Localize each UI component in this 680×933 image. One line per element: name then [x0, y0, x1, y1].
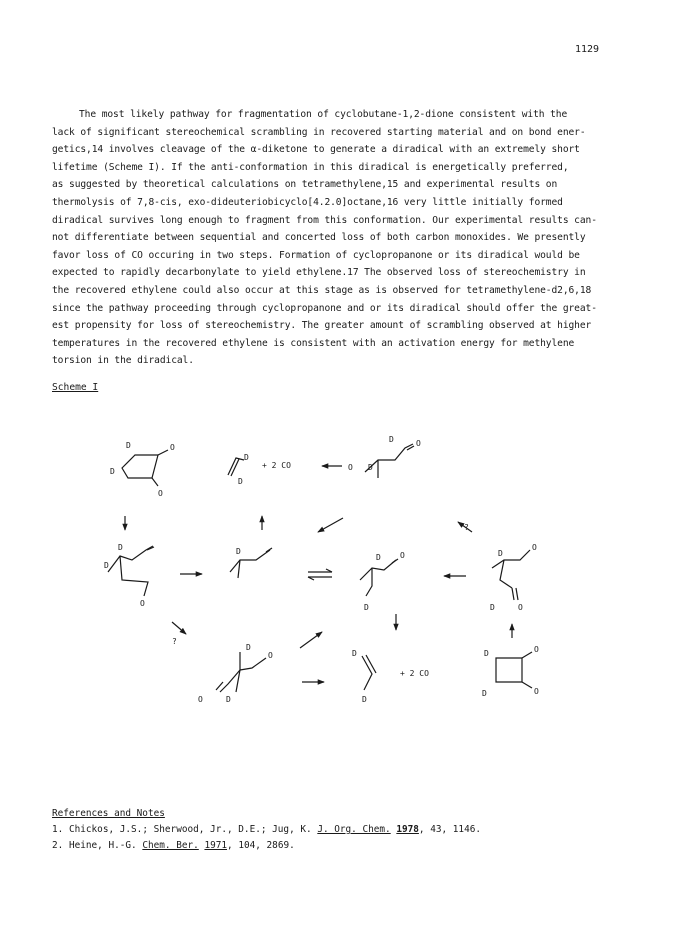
atom-label: D [236, 547, 241, 556]
reference-journal: J. Org. Chem. [317, 824, 391, 835]
atom-label: D [126, 441, 131, 450]
atom-label: O [198, 695, 203, 704]
atom-label: D [110, 467, 115, 476]
body-line: as suggested by theoretical calculations on tetramethylene,15 and experimental results on [52, 179, 558, 191]
body-line: torsion in the diradical. [52, 355, 194, 367]
body-line: est propensity for loss of stereochemistry. The greater amount of scrambling observed at higher [52, 320, 592, 332]
reference-year: 1971 [204, 840, 228, 851]
atom-label: D [482, 689, 487, 698]
body-line: since the pathway proceeding through cyclopropanone and or its diradical should offer the great- [52, 302, 597, 314]
atom-label: D [389, 435, 394, 444]
reaction-arrow [172, 622, 186, 634]
scheme-caption: Scheme I [52, 382, 99, 393]
equilibrium-arrow [308, 569, 332, 580]
body-line: getics,14 involves cleavage of the α-diketone to generate a diradical with an extremely short [52, 144, 580, 156]
atom-label: D [498, 549, 503, 558]
page-number: 1129 [575, 44, 600, 55]
references-section [52, 806, 637, 854]
reference-journal: Chem. Ber. [142, 840, 199, 851]
atom-label: D [484, 649, 489, 658]
body-line: the recovered ethylene could also occur at this stage as is observed for tetramethylene-d2,6,18 [52, 284, 592, 296]
atom-label: D [368, 463, 373, 472]
co-label: + 2 CO [400, 669, 429, 678]
reaction-scheme [80, 420, 580, 740]
atom-label: D [244, 453, 249, 462]
atom-label: D [238, 477, 243, 486]
reference-item [52, 838, 637, 854]
reference-details: , 104, 2869. [227, 840, 295, 851]
cyclobutanedione-bottom-right [482, 645, 539, 698]
reference-number: 1. [52, 824, 64, 835]
ethylene-plus-2co-top [228, 453, 291, 486]
atom-label: D [490, 603, 495, 612]
reference-authors: Heine, H.-G. [68, 840, 137, 851]
atom-label: D [118, 543, 123, 552]
atom-label: O [140, 599, 145, 608]
reference-number: 2. [52, 840, 64, 851]
body-line: temperatures in the recovered ethylene is consistent with an activation energy for methylene [52, 337, 575, 349]
atom-label: D [352, 649, 357, 658]
cyclobutanedione-top-left [110, 441, 175, 498]
atom-label: D [364, 603, 369, 612]
body-line: favor loss of CO occuring in two steps. Formation of cyclopropanone or its diradical would be [52, 249, 580, 261]
diradical-middle-left [104, 543, 154, 608]
body-line: expected to rapidly decarbonylate to yield ethylene.17 The observed loss of stereochemistry in [52, 267, 586, 279]
atom-label: D [226, 695, 231, 704]
reference-year: 1978 [396, 824, 419, 835]
body-line: The most likely pathway for fragmentation of cyclobutane-1,2-dione consistent with the [79, 109, 568, 120]
atom-label: O [518, 603, 523, 612]
atom-label: D [362, 695, 367, 704]
co-label: + 2 CO [262, 461, 291, 470]
atom-label: D [104, 561, 109, 570]
reaction-scheme-drawing [80, 420, 580, 740]
atom-label: O [348, 463, 353, 472]
reference-details: , 43, 1146. [418, 824, 482, 835]
atom-label: O [416, 439, 421, 448]
atom-label: O [268, 651, 273, 660]
atom-label: O [158, 489, 163, 498]
body-line: thermolysis of 7,8-cis, exo-dideuteriobicyclo[4.2.0]octane,16 very little initially formed [52, 196, 563, 208]
body-line: lack of significant stereochemical scrambling in recovered starting material and on bond ener- [52, 126, 586, 138]
diradical-middle-second [230, 547, 272, 578]
body-line: not differentiate between sequential and concerted loss of both carbon monoxides. We presently [52, 232, 586, 244]
body-line: diradical survives long enough to fragment from this conformation. Our experimental results can- [52, 214, 597, 226]
references-heading: References and Notes [52, 808, 165, 819]
atom-label: O [534, 687, 539, 696]
diradical-top-right [348, 435, 421, 478]
reference-item [52, 822, 637, 838]
diradical-middle-right [490, 543, 537, 612]
atom-label: O [170, 443, 175, 452]
atom-label: O [534, 645, 539, 654]
body-paragraph [52, 106, 637, 370]
reaction-arrow [318, 518, 343, 532]
atom-label: O [532, 543, 537, 552]
body-line: lifetime (Scheme I). If the anti-conformation in this diradical is energetically preferred, [52, 161, 569, 173]
ethylene-plus-2co-bottom [352, 649, 429, 704]
atom-label: O [400, 551, 405, 560]
atom-label: D [246, 643, 251, 652]
question-label: ? [464, 523, 469, 532]
reaction-arrow [300, 632, 322, 648]
reference-authors: Chickos, J.S.; Sherwood, Jr., D.E.; Jug, K. [68, 824, 312, 835]
atom-label: D [376, 553, 381, 562]
question-label: ? [172, 637, 177, 646]
diradical-middle-third [360, 551, 405, 612]
diradical-bottom-left [198, 643, 273, 704]
